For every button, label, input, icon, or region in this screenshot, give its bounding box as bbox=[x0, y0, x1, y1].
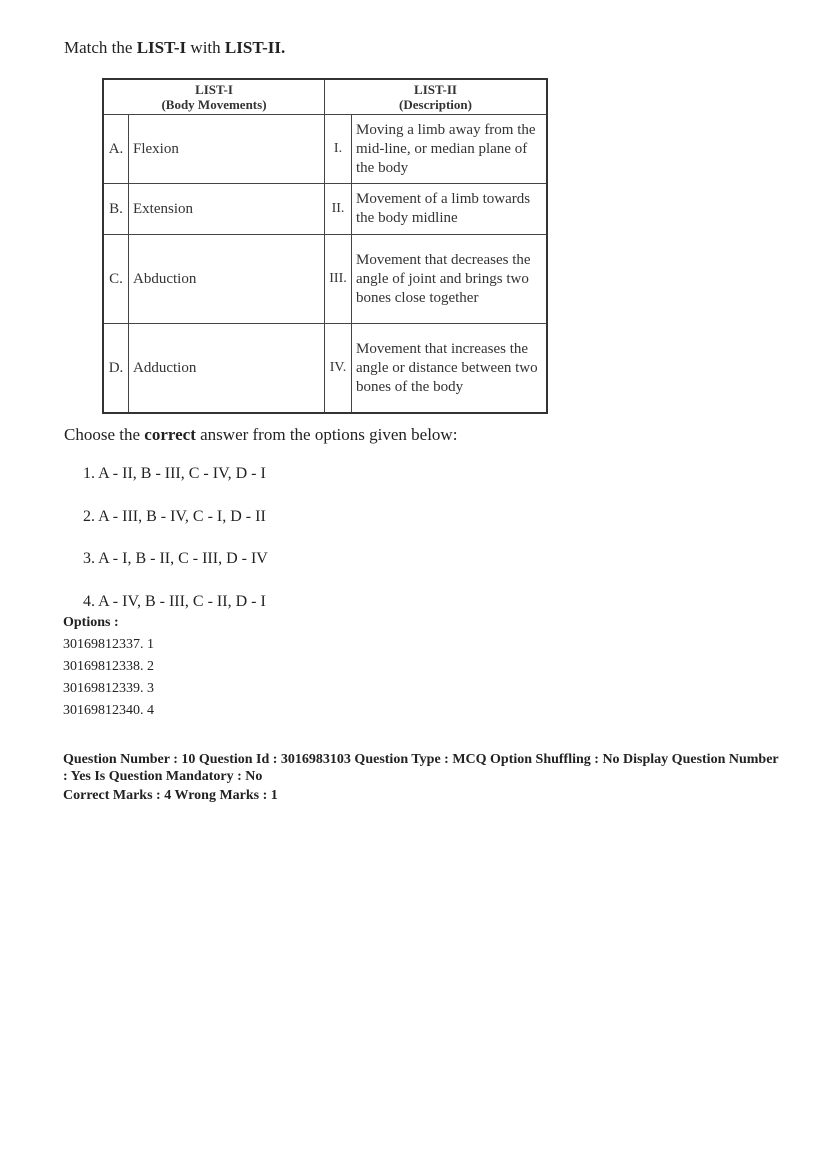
choose-instruction bbox=[64, 425, 457, 445]
row-description: Movement that increases the angle or distance between two bones of the body bbox=[352, 324, 548, 414]
header-list-1-sub: (Body Movements) bbox=[161, 97, 267, 112]
option-id-4: 30169812340. 4 bbox=[63, 703, 154, 718]
answer-option-1: 1. A - II, B - III, C - IV, D - I bbox=[83, 465, 266, 482]
answer-option-4: 4. A - IV, B - III, C - II, D - I bbox=[83, 593, 266, 610]
option-id-2: 30169812338. 2 bbox=[63, 659, 154, 674]
options-label: Options : bbox=[63, 615, 119, 630]
row-letter: A. bbox=[103, 115, 129, 184]
row-movement: Abduction bbox=[129, 235, 325, 324]
choose-prefix: Choose the bbox=[64, 425, 145, 444]
row-roman: IV. bbox=[325, 324, 352, 414]
table-row bbox=[103, 115, 547, 184]
intro-list2: LIST-II. bbox=[224, 38, 286, 57]
answer-option-3: 3. A - I, B - II, C - III, D - IV bbox=[83, 550, 268, 567]
choose-bold: correct bbox=[144, 425, 196, 444]
intro-prefix: Match the bbox=[64, 38, 137, 57]
row-roman: III. bbox=[325, 235, 352, 324]
intro-with: with bbox=[186, 38, 225, 57]
option-id-3: 30169812339. 3 bbox=[63, 681, 154, 696]
header-list-2-sub: (Description) bbox=[399, 97, 472, 112]
table-row bbox=[103, 324, 547, 414]
choose-suffix: answer from the options given below: bbox=[195, 425, 458, 444]
header-list-1-title: LIST-I bbox=[195, 82, 233, 97]
row-roman: I. bbox=[325, 115, 352, 184]
row-description: Movement of a limb towards the body midline bbox=[352, 184, 548, 235]
header-list-2 bbox=[325, 79, 548, 115]
row-description: Movement that decreases the angle of joint and brings two bones close together bbox=[352, 235, 548, 324]
row-letter: D. bbox=[103, 324, 129, 414]
row-roman: II. bbox=[325, 184, 352, 235]
table-header-row bbox=[103, 79, 547, 115]
row-letter: B. bbox=[103, 184, 129, 235]
match-table bbox=[102, 78, 548, 414]
header-list-1 bbox=[103, 79, 325, 115]
option-id-1: 30169812337. 1 bbox=[63, 637, 154, 652]
row-movement: Flexion bbox=[129, 115, 325, 184]
row-description: Moving a limb away from the mid-line, or median plane of the body bbox=[352, 115, 548, 184]
question-intro bbox=[64, 38, 285, 58]
answer-option-2: 2. A - III, B - IV, C - I, D - II bbox=[83, 508, 266, 525]
table-row bbox=[103, 184, 547, 235]
question-meta: Question Number : 10 Question Id : 3016983103 Question Type : MCQ Option Shuffling : No Display Question Number : Yes Is Question Mandatory : No bbox=[63, 752, 779, 784]
row-movement: Adduction bbox=[129, 324, 325, 414]
question-marks: Correct Marks : 4 Wrong Marks : 1 bbox=[63, 788, 278, 803]
row-movement: Extension bbox=[129, 184, 325, 235]
table-row bbox=[103, 235, 547, 324]
intro-list1: LIST-I bbox=[136, 38, 187, 57]
row-letter: C. bbox=[103, 235, 129, 324]
header-list-2-title: LIST-II bbox=[414, 82, 457, 97]
